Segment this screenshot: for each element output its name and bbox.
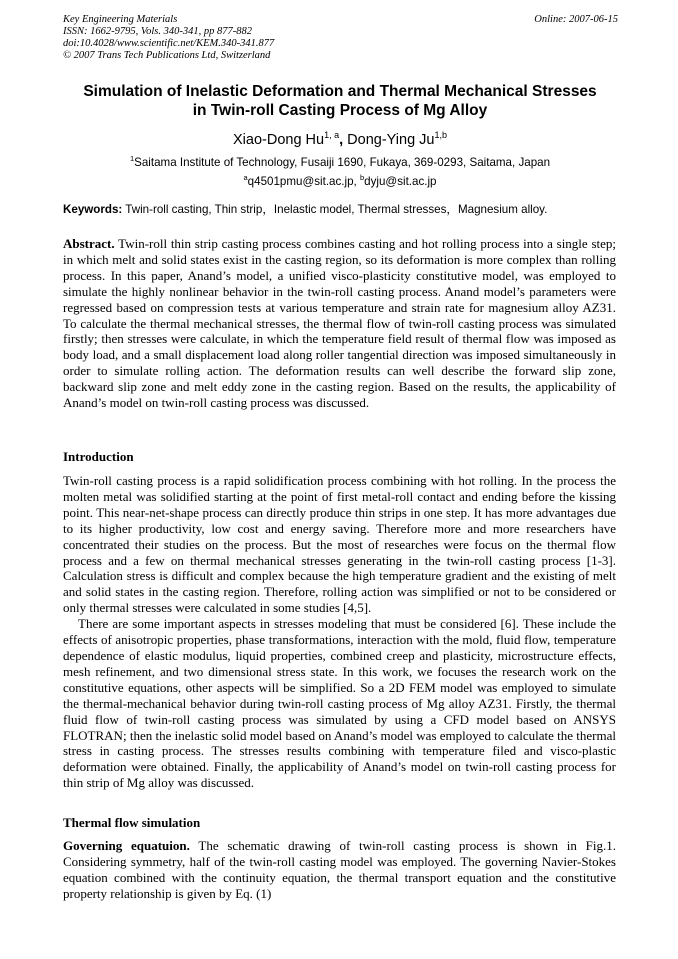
title-line-2: in Twin-roll Casting Process of Mg Alloy — [192, 102, 488, 119]
email-b: dyju@sit.ac.jp — [364, 175, 437, 188]
governing-equation-text: The schematic drawing of twin-roll casting process is shown in Fig.1. Considering symmetry, half of the twin-roll casting model was employed. The governing Navier-Stokes equation combined with the continuity equation, the thermal transport equation and the constitutive property relationship is given by Eq. (1) — [63, 838, 616, 901]
introduction-paragraph-2: There are some important aspects in stresses modeling that must be considered [6]. These include the effects of anisotropic properties, phase transformations, interaction with the mold, fluid flow, temperature dependence of elastic modulus, liquid properties, combined creep and plasticity, microstructure effects, mesh refinement, and two dimensional stress state. In this work, we focuses the research work on the constitutive equations, other aspects will be simplified. So a 2D FEM model was employed to simulate the thermal-mechanical behavior during twin-roll casting process of Mg alloy AZ31. Firstly, the thermal fluid flow of twin-roll casting process was simulated by using a CFD model based on ANSYS FLOTRAN; then the inelastic solid model based on Anand’s model was employed to calculate the thermal stress in casting process. The stresses results combining with temperature filed and visco-plastic deformation were obtained. Finally, the applicability of Anand’s model on twin-roll casting process for thin strip of Mg alloy was discussed. — [63, 616, 616, 791]
keywords — [63, 203, 618, 217]
introduction-heading: Introduction — [63, 449, 134, 464]
author-1-affil-mark: 1, a — [324, 130, 340, 140]
journal-header — [63, 14, 618, 62]
author-1: Xiao-Dong Hu — [233, 132, 325, 148]
email-mark-a: a — [243, 173, 248, 182]
keywords-label: Keywords: — [63, 203, 123, 216]
journal-name: Key Engineering Materials — [63, 14, 178, 25]
author-list — [40, 126, 640, 149]
thermal-flow-heading: Thermal flow simulation — [63, 815, 201, 830]
title-line-1: Simulation of Inelastic Deformation and Thermal Mechanical Stresses — [83, 83, 597, 100]
keywords-text: Twin-roll casting, Thin strip，Inelastic model, Thermal stresses，Magnesium alloy. — [122, 203, 548, 216]
copyright-line: © 2007 Trans Tech Publications Ltd, Switzerland — [63, 50, 271, 61]
thermal-flow-paragraph — [63, 838, 616, 902]
abstract-label: Abstract. — [63, 236, 115, 251]
affil-mark-1: 1 — [129, 154, 135, 163]
online-date: Online: 2007-06-15 — [534, 14, 618, 25]
author-2-affil-mark: 1,b — [434, 130, 447, 140]
doi-line: doi:10.4028/www.scientific.net/KEM.340-341.877 — [63, 38, 275, 49]
introduction-body — [63, 473, 616, 791]
author-2: Dong-Ying Ju — [343, 132, 435, 148]
abstract — [63, 236, 616, 411]
email-mark-b: b — [359, 173, 365, 182]
institute: Saitama Institute of Technology, Fusaiji 1690, Fukaya, 369-0293, Saitama, Japan — [134, 156, 551, 169]
paper-title — [40, 82, 640, 120]
email-a: q4501pmu@sit.ac.jp, — [247, 175, 360, 188]
author-separator: , — [339, 132, 344, 148]
issn-line: ISSN: 1662-9795, Vols. 340-341, pp 877-882 — [63, 26, 252, 37]
affiliation — [40, 151, 640, 189]
abstract-text: Twin-roll thin strip casting process combines casting and hot rolling process into a single step; in which melt and solid states exist in the casting region, so its deformation is more complex than rolling process. In this paper, Anand’s model, a unified visco-plasticity constitutive model, was employed to simulate the highly nonlinear behavior in the twin-roll casting process. Anand model’s parameters were regressed based on compression tests at various temperature and strain rate for magnesium alloy AZ31. To calculate the thermal mechanical stresses, the thermal flow of twin-roll casting process was simulated firstly; then stresses were calculate, in which the temperature field result of thermal flow was imposed as body load, and a small displacement load along roller tangential direction was imposed simultaneously in order to simulate rolling action. The deformation results can well describe the forward slip zone, backward slip zone and melt eddy zone in the casting region. Based on the results, the applicability of Anand’s model on twin-roll casting process was discussed. — [63, 236, 616, 411]
governing-equation-label: Governing equatuion. — [63, 838, 190, 853]
introduction-paragraph-1: Twin-roll casting process is a rapid solidification process combining with hot rolling. In the process the molten metal was solidified starting at the point of first metal-roll contact and ending before the kissing point. This near-net-shape process can directly produce thin strips in one step. It has more advantages due to its higher productivity, low cost and energy saving. Therefore more and more researchers have concentrated their studies on the process. But the most of researches were focus on the thermal flow process and a few on thermal mechanical stresses generating in the twin-roll casting process [1-3]. Calculation stress is difficult and complex because the high temperature gradient and the existing of melt and solid states in the casting region. Therefore, rolling action was simplified or not to be considered or only thermal stresses were calculated in some studies [4,5]. — [63, 473, 616, 616]
